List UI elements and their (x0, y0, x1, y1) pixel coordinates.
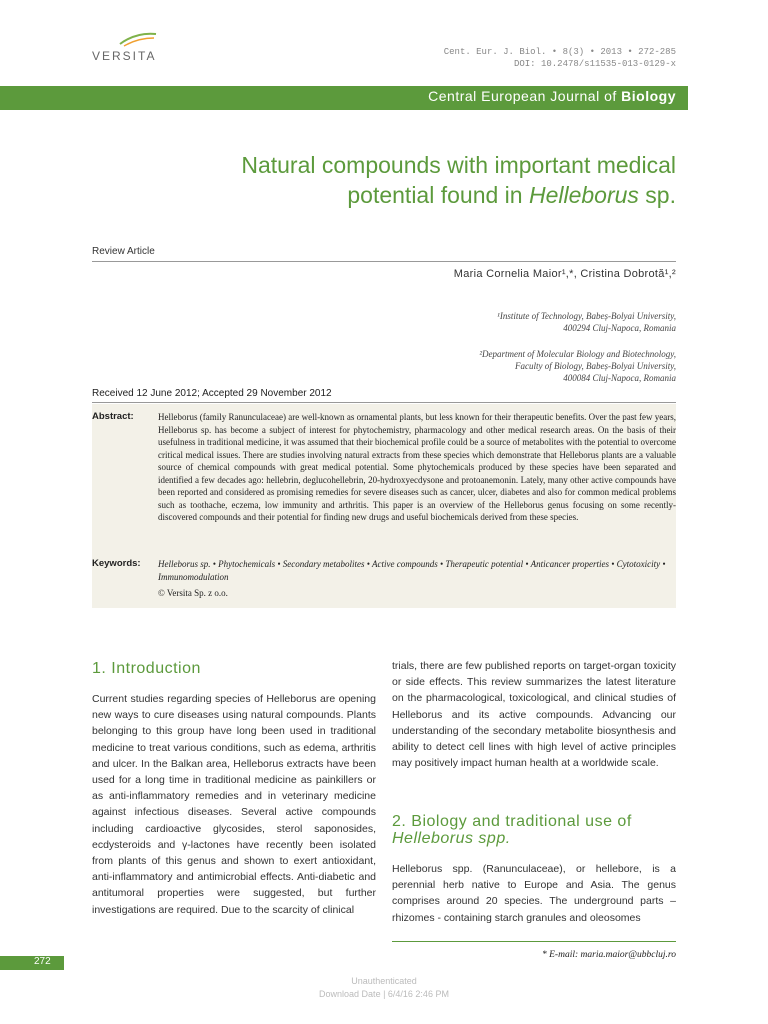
footnote-divider (392, 941, 676, 942)
page-number: 272 (34, 956, 51, 967)
abstract-text: Helleborus (family Ranunculaceae) are well-known as ornamental plants, but less known for their therapeutic benefits. Over the past few years, Helleborus sp. has become a subject of interest for phytochemistry, pharmacology and other medical research areas. On the basis of their usefulness in traditional medicine, it was assumed that their biochemical profile could be a source of metabolites with the potential to overcome critical medical issues. There are studies involving natural extracts from these species which demonstrate that Helleborus plants are a valuable source of chemical compounds with great medical potential. Some phytochemicals produced by these species have been separated and identified a few decades ago: hellebrin, deglucohellebrin, 20-hydroxyecdysone and protoanemonin. Lately, many other active compounds have been reported and considered as promising remedies for severe diseases such as cancer, ulcer, diabetes and also for common medical problems such as toothache, eczema, low immunity and arthritis. This paper is an overview of the Helleborus genus focusing on some recently-discovered compounds and their potential for finding new drugs and useful biochemicals derived from these species. (158, 412, 676, 522)
title-line-1: Natural compounds with important medical (241, 152, 676, 178)
citation-line-1: Cent. Eur. J. Biol. • 8(3) • 2013 • 272-285 (443, 47, 676, 57)
affiliation-1-line-1: ¹Institute of Technology, Babeș-Bolyai University, (497, 311, 676, 321)
watermark-line-2: Download Date | 6/4/16 2:46 PM (319, 989, 449, 999)
citation (444, 46, 676, 70)
title-line-2-suffix: sp. (638, 182, 676, 208)
citation-doi: DOI: 10.2478/s11535-013-0129-x (513, 59, 676, 69)
affiliation-2-line-2: Faculty of Biology, Babeș-Bolyai University, (515, 361, 676, 371)
section-2-heading-line-1: 2. Biology and traditional use of (392, 813, 632, 830)
section-1-heading: 1. Introduction (92, 660, 201, 677)
corresponding-email: * E-mail: maria.maior@ubbcluj.ro (542, 950, 676, 960)
section-1-text: Current studies regarding species of Helleborus are opening new ways to cure diseases using natural compounds. Plants belonging to this group have long been used in traditional medicine to treat various conditions, such as edema, arthritis and ulcer. In the Balkan area, Helleborus extracts have been used for a long time in traditional medicine as painkillers or as anti-inflammatory remedies and in veterinary medicine against infectious diseases. Several active compounds including cardioactive glycosides, sterol saponosides, ecdysteroids and γ-lactones have recently been isolated from plants of this genus and shown to exert antioxidant, anti-inflammatory and antimicrobial effects. Anti-diabetic and antitumoral properties were suggested, but further investigations are required. Due to the scarcity of clinical (92, 693, 376, 916)
affiliation-1 (497, 310, 676, 334)
copyright: © Versita Sp. z o.o. (158, 588, 228, 598)
watermark-line-1: Unauthenticated (351, 976, 417, 986)
section-1-continued: trials, there are few published reports on target-organ toxicity or side effects. This review summarizes the latest literature on the pharmacological, toxicological, and clinical studies of Helleborus and its active compounds. Advancing our understanding of the secondary metabolite biosynthesis and ability to detect cell lines with high level of active principles may positively impact human health at a worldwide scale. (392, 660, 676, 770)
affiliation-2-line-3: 400084 Cluj-Napoca, Romania (563, 373, 676, 383)
title-line-2 (116, 180, 676, 210)
keywords-text: Helleborus sp. • Phytochemicals • Secondary metabolites • Active compounds • Therapeutic potential • Anticancer properties • Cytotoxicity • Immunomodulation (158, 559, 666, 582)
received-dates: Received 12 June 2012; Accepted 29 November 2012 (92, 388, 332, 399)
section-2-heading (392, 813, 676, 847)
keywords-label: Keywords: (92, 558, 141, 569)
page-number-bar (0, 956, 64, 970)
divider (92, 261, 676, 262)
section-2-text: Helleborus spp. (Ranunculaceae), or hellebore, is a perennial herb native to Europe and Asia. The genus comprises around 20 species. The underground parts – rhizomes - containing starch granules and oleosomes (392, 863, 676, 924)
affiliation-2-line-1: ²Department of Molecular Biology and Biotechnology, (479, 349, 676, 359)
affiliation-2 (479, 348, 676, 384)
article-title (116, 150, 676, 210)
article-type: Review Article (92, 246, 155, 257)
journal-prefix: Central European Journal of (428, 88, 622, 104)
journal-name (428, 88, 676, 104)
divider (92, 402, 676, 403)
journal-subject: Biology (621, 88, 676, 104)
authors: Maria Cornelia Maior¹,*, Cristina Dobrotă¹,² (453, 268, 676, 280)
abstract-label: Abstract: (92, 411, 134, 422)
title-genus: Helleborus (528, 182, 639, 208)
section-2-heading-line-2: Helleborus spp. (392, 830, 511, 847)
title-line-2-prefix: potential found in (347, 182, 529, 208)
publisher-name: VERSITA (92, 49, 157, 63)
affiliation-1-line-2: 400294 Cluj-Napoca, Romania (563, 323, 676, 333)
